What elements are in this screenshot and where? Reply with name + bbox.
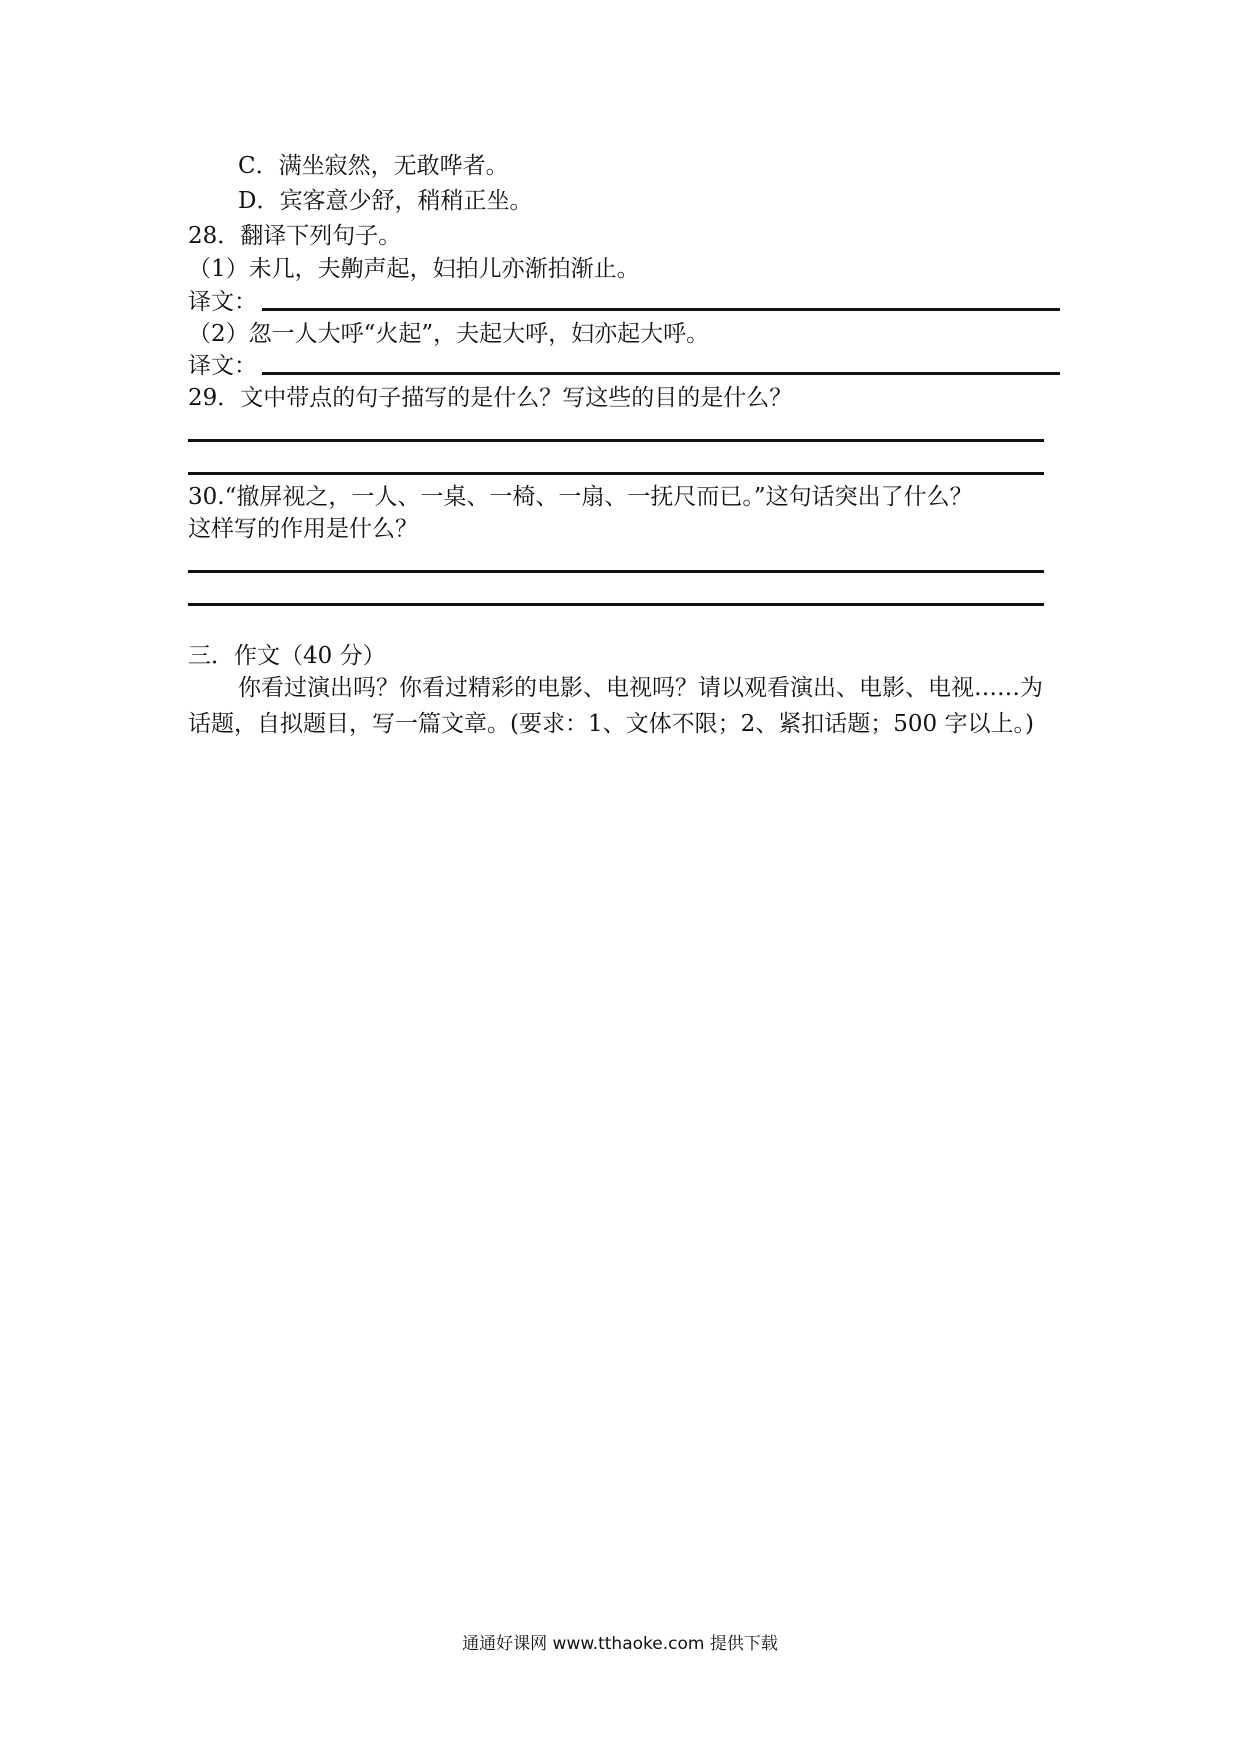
translation-label-1: 译文： bbox=[188, 289, 257, 315]
translation-answer-line-1[interactable] bbox=[262, 308, 1060, 311]
q29-answer-line-2[interactable] bbox=[188, 472, 1044, 475]
question-30-prompt-line-1: 30.“撤屏视之，一人、一桌、一椅、一扇、一抚尺而已。”这句话突出了什么？ bbox=[188, 484, 973, 510]
question-28-sentence-2: （2）忽一人大呼“火起”，夫起大呼，妇亦起大呼。 bbox=[188, 321, 710, 347]
composition-heading: 三．作文（40 分） bbox=[188, 643, 386, 669]
translation-label-2: 译文： bbox=[188, 353, 257, 379]
question-28-sentence-1: （1）未几，夫齁声起，妇拍儿亦渐拍渐止。 bbox=[188, 256, 640, 282]
option-d: D．宾客意少舒，稍稍正坐。 bbox=[238, 188, 533, 214]
q30-answer-line-1[interactable] bbox=[188, 570, 1044, 573]
option-c: C．满坐寂然，无敢哗者。 bbox=[238, 153, 509, 179]
question-29-prompt: 29．文中带点的句子描写的是什么？写这些的目的是什么？ bbox=[188, 385, 793, 411]
question-28-prompt: 28．翻译下列句子。 bbox=[188, 223, 402, 249]
q29-answer-line-1[interactable] bbox=[188, 439, 1044, 442]
translation-answer-line-2[interactable] bbox=[262, 372, 1060, 375]
question-30-prompt-line-2: 这样写的作用是什么？ bbox=[188, 516, 418, 542]
composition-instructions: 你看过演出吗？你看过精彩的电影、电视吗？请以观看演出、电影、电视……为话题，自拟题目，写一篇文章。(要求：1、文体不限；2、紧扣话题；500 字以上。) bbox=[188, 675, 1043, 737]
q30-answer-line-2[interactable] bbox=[188, 603, 1044, 606]
page-footer: 通通好课网 www.tthaoke.com 提供下载 bbox=[462, 1634, 778, 1654]
